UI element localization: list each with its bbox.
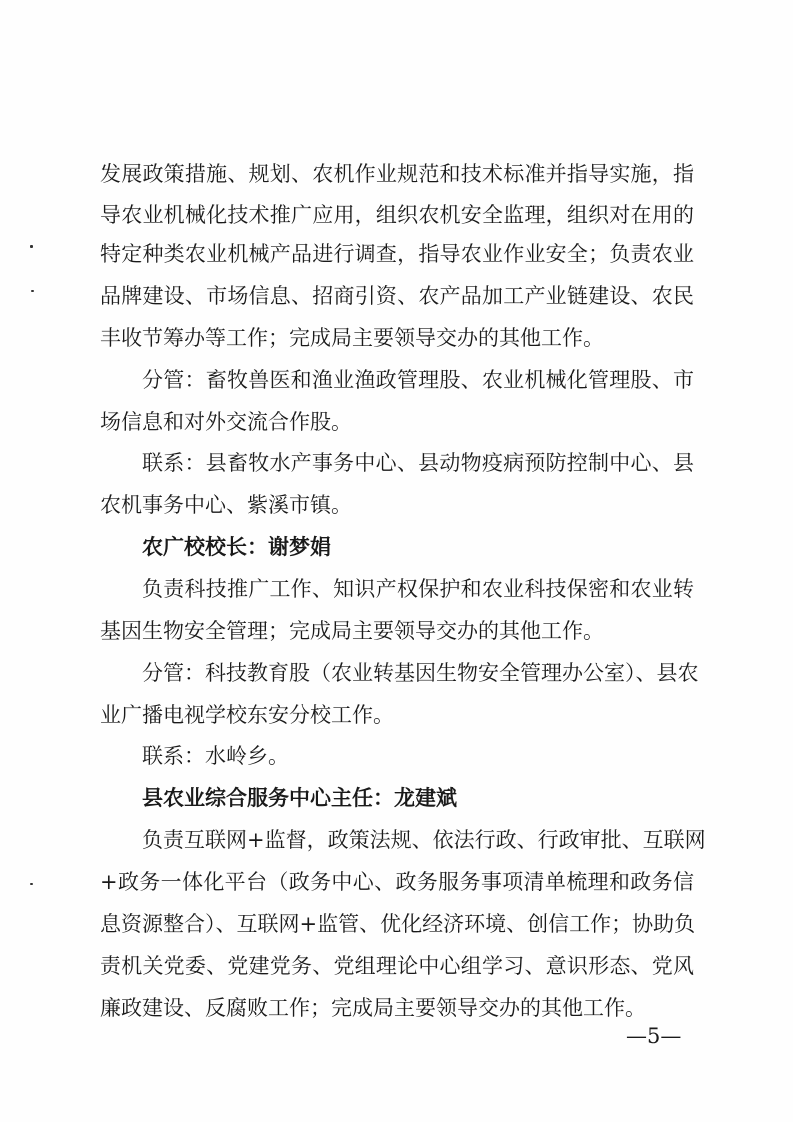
body-text: 丰收节筹办等工作；完成局主要领导交办的其他工作。 bbox=[100, 326, 604, 350]
body-text: 农机事务中心、紫溪市镇。 bbox=[100, 493, 352, 517]
section-heading-text: 县农业综合服务中心主任：龙建斌 bbox=[142, 785, 457, 810]
body-text: 廉政建设、反腐败工作；完成局主要领导交办的其他工作。 bbox=[100, 996, 646, 1020]
body-text: 负责互联网+监督，政策法规、依法行政、行政审批、互联网 bbox=[142, 828, 706, 852]
body-text: 业广播电视学校东安分校工作。 bbox=[100, 703, 394, 727]
scan-speck bbox=[31, 290, 34, 292]
body-text: 负责科技推广工作、知识产权保护和农业科技保密和农业转 bbox=[142, 577, 694, 601]
body-text: +政务一体化平台（政务中心、政务服务事项清单梳理和政务信 bbox=[100, 870, 694, 894]
body-text: 联系：水岭乡。 bbox=[142, 744, 289, 768]
body-text: 品牌建设、市场信息、招商引资、农产品加工产业链建设、农民 bbox=[100, 284, 694, 308]
body-text: 责机关党委、党建党务、党组理论中心组学习、意识形态、党风 bbox=[100, 954, 694, 978]
body-text: 分管：科技教育股（农业转基因生物安全管理办公室）、县农 bbox=[142, 661, 699, 685]
body-text: 场信息和对外交流合作股。 bbox=[100, 410, 352, 434]
page-number: —5— bbox=[626, 1024, 682, 1048]
body-text: 基因生物安全管理；完成局主要领导交办的其他工作。 bbox=[100, 619, 604, 643]
body-text: 息资源整合）、互联网+监管、优化经济环境、创信工作；协助负 bbox=[100, 912, 696, 936]
body-text: 联系：县畜牧水产事务中心、县动物疫病预防控制中心、县 bbox=[142, 451, 694, 475]
section-heading-text: 农广校校长：谢梦娟 bbox=[142, 534, 331, 559]
scan-speck bbox=[30, 245, 33, 248]
scan-speck bbox=[30, 883, 33, 885]
body-text: 特定种类农业机械产品进行调查，指导农业作业安全；负责农业 bbox=[100, 242, 694, 266]
body-text: 发展政策措施、规划、农机作业规范和技术标准并指导实施，指 bbox=[100, 162, 694, 186]
body-text: 分管：畜牧兽医和渔业渔政管理股、农业机械化管理股、市 bbox=[142, 368, 694, 392]
body-text: 导农业机械化技术推广应用，组织农机安全监理，组织对在用的 bbox=[100, 203, 694, 227]
